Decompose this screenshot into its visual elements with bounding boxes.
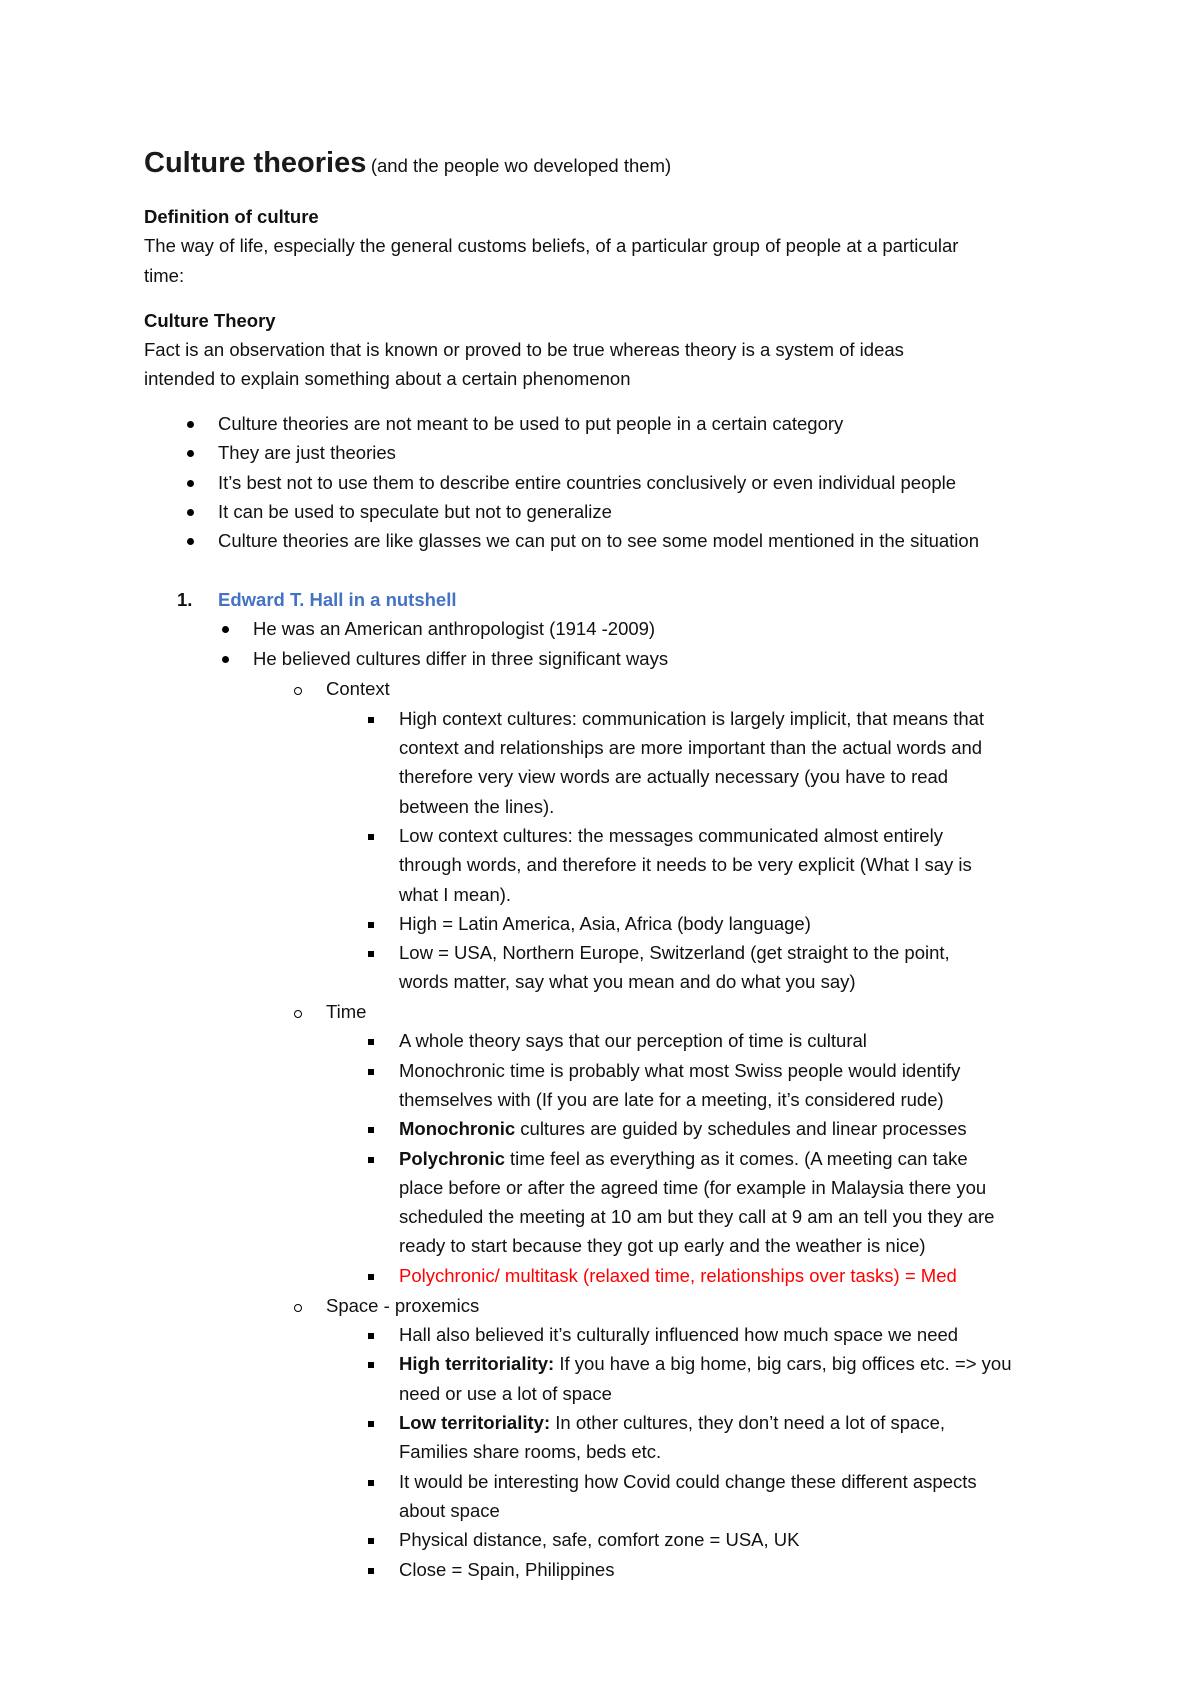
- bullet-square-icon: [368, 1039, 374, 1045]
- list-item: Culture theories are like glasses we can put on to see some model mentioned in the situation: [218, 530, 979, 551]
- list-item: High = Latin America, Asia, Africa (body language): [399, 913, 811, 934]
- subsection-label: Time: [326, 1001, 367, 1022]
- list-item: They are just theories: [218, 442, 396, 463]
- term-description: cultures are guided by schedules and linear processes: [515, 1118, 967, 1139]
- list-item-line: ready to start because they got up early and the weather is nice): [399, 1235, 926, 1256]
- list-item: [399, 1118, 967, 1140]
- bullet-square-icon: [368, 1333, 374, 1339]
- list-item-line: Monochronic time is probably what most Swiss people would identify: [399, 1060, 961, 1081]
- bullet-square-icon: [368, 1538, 374, 1544]
- list-item: Culture theories are not meant to be used to put people in a certain category: [218, 413, 844, 434]
- bullet-dot-icon: [222, 656, 229, 663]
- list-item: He was an American anthropologist (1914 -2009): [253, 618, 656, 639]
- bullet-square-icon: [368, 1069, 374, 1075]
- list-item-line: words matter, say what you mean and do what you say): [399, 971, 856, 992]
- theory-line: Fact is an observation that is known or proved to be true whereas theory is a system of ideas: [144, 339, 904, 360]
- list-item-line: about space: [399, 1500, 500, 1521]
- highlighted-list-item: Polychronic/ multitask (relaxed time, relationships over tasks) = Med: [399, 1265, 957, 1286]
- term-monochronic: Monochronic: [399, 1118, 516, 1139]
- list-item: Close = Spain, Philippines: [399, 1559, 615, 1580]
- theory-line: intended to explain something about a certain phenomenon: [144, 368, 631, 389]
- list-item-line: need or use a lot of space: [399, 1383, 612, 1404]
- list-item-line: context and relationships are more important than the actual words and: [399, 737, 983, 758]
- term-description: In other cultures, they don’t need a lot of space,: [550, 1412, 946, 1433]
- bullet-dot-icon: [187, 509, 194, 516]
- list-item-line: place before or after the agreed time (for example in Malaysia there you: [399, 1177, 987, 1198]
- bullet-square-icon: [368, 1480, 374, 1486]
- list-item-line: Families share rooms, beds etc.: [399, 1441, 662, 1462]
- list-item: [399, 1412, 945, 1434]
- list-item-line: scheduled the meeting at 10 am but they call at 9 am an tell you they are: [399, 1206, 995, 1227]
- definition-line: time:: [144, 265, 185, 286]
- bullet-square-icon: [368, 1127, 374, 1133]
- bullet-square-icon: [368, 1568, 374, 1574]
- bullet-dot-icon: [187, 480, 194, 487]
- title-subtitle: (and the people wo developed them): [370, 155, 672, 176]
- bullet-square-icon: [368, 951, 374, 957]
- list-item: [399, 1148, 968, 1170]
- subsection-label: Context: [326, 678, 390, 699]
- definition-line: The way of life, especially the general customs beliefs, of a particular group of people at a particular: [144, 235, 959, 256]
- list-item: [399, 1353, 1012, 1375]
- section-heading: Edward T. Hall in a nutshell: [218, 589, 457, 610]
- list-item-line: High context cultures: communication is largely implicit, that means that: [399, 708, 985, 729]
- term-high-territoriality: High territoriality:: [399, 1353, 555, 1374]
- bullet-square-icon: [368, 834, 374, 840]
- list-item-line: between the lines).: [399, 796, 555, 817]
- bullet-dot-icon: [187, 450, 194, 457]
- list-item: Physical distance, safe, comfort zone = USA, UK: [399, 1529, 800, 1550]
- list-item-line: therefore very view words are actually necessary (you have to read: [399, 766, 949, 787]
- list-item-line: It would be interesting how Covid could change these different aspects: [399, 1471, 977, 1492]
- list-item-line: themselves with (If you are late for a meeting, it’s considered rude): [399, 1089, 944, 1110]
- term-polychronic: Polychronic: [399, 1148, 505, 1169]
- bullet-square-icon: [368, 717, 374, 723]
- list-item: He believed cultures differ in three significant ways: [253, 648, 669, 669]
- term-low-territoriality: Low territoriality:: [399, 1412, 551, 1433]
- bullet-dot-icon: [222, 626, 229, 633]
- list-item-line: Low = USA, Northern Europe, Switzerland (get straight to the point,: [399, 942, 950, 963]
- definition-heading: Definition of culture: [144, 206, 319, 227]
- bullet-square-icon: [368, 1362, 374, 1368]
- title-main: Culture theories: [144, 147, 367, 179]
- term-description: If you have a big home, big cars, big offices etc. => you: [554, 1353, 1012, 1374]
- subsection-label: Space - proxemics: [326, 1295, 480, 1316]
- bullet-square-icon: [368, 1274, 374, 1280]
- page-title: [144, 147, 671, 180]
- bullet-square-icon: [368, 1157, 374, 1163]
- bullet-circle-icon: [294, 1304, 302, 1312]
- term-description: time feel as everything as it comes. (A meeting can take: [504, 1148, 968, 1169]
- theory-heading: Culture Theory: [144, 310, 276, 331]
- list-item: Hall also believed it’s culturally influenced how much space we need: [399, 1324, 959, 1345]
- list-item-line: what I mean).: [399, 884, 512, 905]
- bullet-square-icon: [368, 922, 374, 928]
- bullet-dot-icon: [187, 421, 194, 428]
- bullet-circle-icon: [294, 1010, 302, 1018]
- bullet-square-icon: [368, 1421, 374, 1427]
- list-item-line: Low context cultures: the messages communicated almost entirely: [399, 825, 943, 846]
- section-number: 1.: [177, 589, 193, 610]
- bullet-circle-icon: [294, 687, 302, 695]
- list-item: It’s best not to use them to describe entire countries conclusively or even individual people: [218, 472, 957, 493]
- bullet-dot-icon: [187, 538, 194, 545]
- list-item: A whole theory says that our perception of time is cultural: [399, 1030, 867, 1051]
- list-item-line: through words, and therefore it needs to be very explicit (What I say is: [399, 854, 972, 875]
- list-item: It can be used to speculate but not to generalize: [218, 501, 612, 522]
